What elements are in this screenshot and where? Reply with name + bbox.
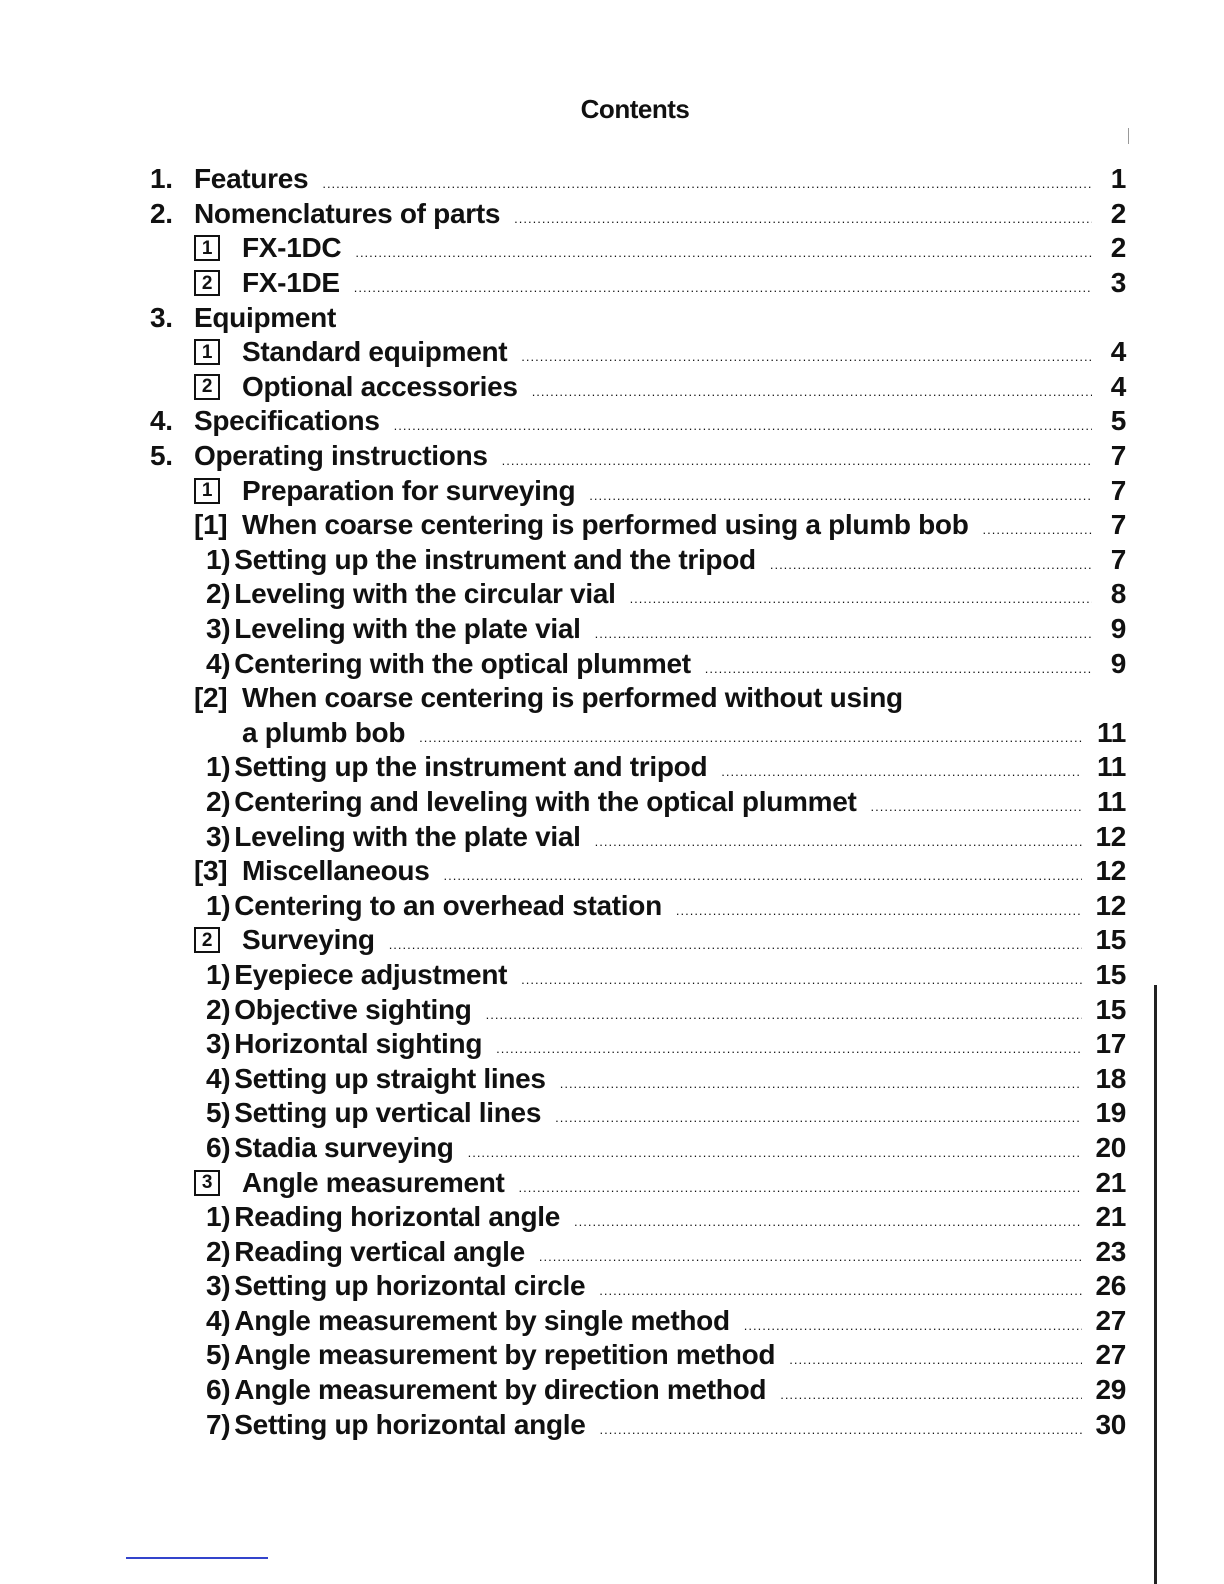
entry-label: Equipment [194, 301, 336, 333]
entry-label: Angle measurement by direction method [234, 1374, 767, 1406]
entry-page: 1 [1110, 163, 1126, 195]
toc-entry [150, 473, 1126, 508]
dot-leader [574, 1203, 1082, 1231]
toc-entry [150, 266, 1126, 301]
table-of-contents [150, 162, 1126, 1442]
toc-entry [150, 543, 1126, 578]
entry-number: 5) [206, 1339, 231, 1371]
page-title: Contents [580, 94, 690, 124]
entry-page: 15 [1095, 993, 1126, 1025]
entry-page: 7 [1110, 509, 1126, 541]
toc-entry [150, 750, 1126, 785]
entry-number: 2) [206, 993, 231, 1025]
entry-number: [2] [194, 682, 228, 714]
entry-label: Setting up horizontal circle [234, 1270, 586, 1302]
entry-label: When coarse centering is performed using a plumb bob [242, 509, 969, 541]
scan-mark [1128, 128, 1129, 144]
entry-label: Leveling with the plate vial [234, 820, 581, 852]
entry-page: 5 [1110, 405, 1126, 437]
entry-number: 3) [206, 1270, 231, 1302]
toc-entry [150, 612, 1126, 647]
boxed-number: 2 [194, 270, 220, 296]
entry-number: 3. [150, 301, 173, 333]
entry-number: 1) [206, 889, 231, 921]
entry-label: Eyepiece adjustment [234, 958, 508, 990]
entry-page: 4 [1110, 336, 1126, 368]
toc-entry [150, 508, 1126, 543]
dot-leader [676, 892, 1082, 920]
page-edge-line [1154, 985, 1157, 1584]
dot-leader [983, 511, 1092, 539]
entry-page: 9 [1110, 613, 1126, 645]
boxed-number: 1 [194, 339, 220, 365]
entry-page: 7 [1110, 543, 1126, 575]
entry-page: 2 [1110, 197, 1126, 229]
entry-page: 20 [1095, 1131, 1126, 1163]
toc-entry [150, 404, 1126, 439]
toc-entry [150, 1096, 1126, 1131]
entry-label: FX-1DC [242, 232, 342, 264]
entry-label: Standard equipment [242, 336, 508, 368]
entry-page: 27 [1095, 1304, 1126, 1336]
toc-entry [150, 197, 1126, 232]
toc-entry [150, 1304, 1126, 1339]
toc-entry [150, 785, 1126, 820]
entry-label: Specifications [194, 405, 380, 437]
dot-leader [871, 788, 1083, 816]
entry-label: When coarse centering is performed without using [242, 682, 903, 714]
entry-label: a plumb bob [242, 716, 406, 748]
toc-entry [150, 162, 1126, 197]
entry-number: 3) [206, 1028, 231, 1060]
entry-number: [1] [194, 509, 228, 541]
entry-label: Angle measurement by repetition method [234, 1339, 776, 1371]
entry-label: Reading horizontal angle [234, 1201, 561, 1233]
dot-leader [496, 1030, 1082, 1058]
entry-number: 2. [150, 197, 173, 229]
entry-label: Leveling with the circular vial [234, 578, 616, 610]
dot-leader [486, 996, 1082, 1024]
boxed-number: 2 [194, 374, 220, 400]
dot-leader [721, 753, 1082, 781]
entry-number: 6) [206, 1374, 231, 1406]
dot-leader [389, 926, 1082, 954]
entry-number: 4) [206, 647, 231, 679]
entry-page: 21 [1095, 1166, 1126, 1198]
entry-page: 7 [1110, 474, 1126, 506]
toc-entry [150, 958, 1126, 993]
entry-page: 7 [1110, 440, 1126, 472]
entry-page: 18 [1095, 1062, 1126, 1094]
toc-entry [150, 335, 1126, 370]
boxed-number: 2 [194, 927, 220, 953]
dot-leader [539, 1238, 1082, 1266]
entry-label: Centering with the optical plummet [234, 647, 691, 679]
toc-entry [150, 1407, 1126, 1442]
entry-label: Centering and leveling with the optical plummet [234, 785, 857, 817]
dot-leader [589, 477, 1092, 505]
entry-page: 15 [1095, 924, 1126, 956]
entry-number: 1) [206, 543, 231, 575]
dot-leader [600, 1411, 1082, 1439]
dot-leader [744, 1307, 1082, 1335]
entry-page: 12 [1095, 820, 1126, 852]
toc-entry [150, 646, 1126, 681]
toc-entry [150, 923, 1126, 958]
entry-number: 6) [206, 1131, 231, 1163]
entry-page: 4 [1110, 370, 1126, 402]
entry-number: 1) [206, 751, 231, 783]
entry-page: 15 [1095, 958, 1126, 990]
entry-number: 4) [206, 1062, 231, 1094]
entry-page: 26 [1095, 1270, 1126, 1302]
dot-leader [595, 615, 1092, 643]
dot-leader [599, 1272, 1082, 1300]
entry-number: 1. [150, 163, 173, 195]
entry-number: 5. [150, 440, 173, 472]
toc-entry [150, 577, 1126, 612]
entry-label: Horizontal sighting [234, 1028, 483, 1060]
entry-page: 12 [1095, 855, 1126, 887]
entry-label: Angle measurement [242, 1166, 505, 1198]
toc-entry [150, 681, 1126, 716]
entry-page: 19 [1095, 1097, 1126, 1129]
toc-entry [150, 231, 1126, 266]
entry-label: FX-1DE [242, 267, 340, 299]
footer-rule [126, 1557, 268, 1559]
entry-label: Leveling with the plate vial [234, 613, 581, 645]
toc-entry [150, 819, 1126, 854]
entry-label: Preparation for surveying [242, 474, 576, 506]
entry-label: Setting up the instrument and tripod [234, 751, 708, 783]
dot-leader [770, 546, 1092, 574]
entry-label: Surveying [242, 924, 375, 956]
toc-entry [150, 992, 1126, 1027]
entry-label: Miscellaneous [242, 855, 430, 887]
dot-leader [322, 165, 1092, 193]
dot-leader [521, 961, 1082, 989]
entry-label: Setting up vertical lines [234, 1097, 542, 1129]
entry-number: 1) [206, 958, 231, 990]
dot-leader [780, 1376, 1082, 1404]
entry-number: 2) [206, 785, 231, 817]
entry-label: Objective sighting [234, 993, 472, 1025]
entry-label: Nomenclatures of parts [194, 197, 501, 229]
entry-label: Setting up horizontal angle [234, 1408, 586, 1440]
dot-leader [630, 580, 1092, 608]
boxed-number: 3 [194, 1170, 220, 1196]
entry-page: 11 [1097, 785, 1126, 817]
dot-leader [502, 442, 1092, 470]
entry-label: Angle measurement by single method [234, 1304, 730, 1336]
entry-number: 4) [206, 1304, 231, 1336]
toc-entry [150, 1027, 1126, 1062]
dot-leader [519, 1169, 1082, 1197]
entry-page: 9 [1110, 647, 1126, 679]
toc-entry [150, 1338, 1126, 1373]
toc-entry [150, 1373, 1126, 1408]
entry-number: 3) [206, 613, 231, 645]
toc-entry [150, 1061, 1126, 1096]
dot-leader [444, 857, 1082, 885]
entry-page: 23 [1095, 1235, 1126, 1267]
entry-page: 3 [1110, 267, 1126, 299]
dot-leader [514, 200, 1092, 228]
entry-number: [3] [194, 855, 228, 887]
entry-page: 11 [1097, 751, 1126, 783]
boxed-number: 1 [194, 478, 220, 504]
entry-number: 4. [150, 405, 173, 437]
dot-leader [355, 234, 1092, 262]
entry-page: 2 [1110, 232, 1126, 264]
entry-number: 7) [206, 1408, 231, 1440]
toc-entry [150, 1234, 1126, 1269]
dot-leader [532, 373, 1092, 401]
dot-leader [394, 407, 1092, 435]
entry-label: Stadia surveying [234, 1131, 454, 1163]
entry-page: 30 [1095, 1408, 1126, 1440]
entry-page: 21 [1095, 1201, 1126, 1233]
toc-entry [150, 370, 1126, 405]
dot-leader [419, 719, 1082, 747]
entry-label: Operating instructions [194, 440, 488, 472]
entry-page: 12 [1095, 889, 1126, 921]
entry-page: 11 [1097, 716, 1126, 748]
toc-entry [150, 1269, 1126, 1304]
dot-leader [521, 338, 1092, 366]
dot-leader [468, 1134, 1082, 1162]
entry-label: Setting up straight lines [234, 1062, 546, 1094]
entry-number: 3) [206, 820, 231, 852]
entry-number: 1) [206, 1201, 231, 1233]
toc-entry-continuation [150, 716, 1126, 751]
entry-page: 17 [1095, 1028, 1126, 1060]
boxed-number: 1 [194, 235, 220, 261]
toc-entry [150, 1200, 1126, 1235]
entry-number: 2) [206, 1235, 231, 1267]
entry-label: Setting up the instrument and the tripod [234, 543, 756, 575]
entry-page: 29 [1095, 1374, 1126, 1406]
dot-leader [595, 823, 1082, 851]
entry-page: 27 [1095, 1339, 1126, 1371]
toc-entry [150, 300, 1126, 335]
dot-leader [555, 1099, 1082, 1127]
toc-entry [150, 439, 1126, 474]
dot-leader [705, 650, 1092, 678]
toc-entry [150, 888, 1126, 923]
dot-leader [560, 1065, 1082, 1093]
entry-number: 2) [206, 578, 231, 610]
toc-entry [150, 1131, 1126, 1166]
toc-entry [150, 854, 1126, 889]
dot-leader [789, 1341, 1082, 1369]
entry-label: Reading vertical angle [234, 1235, 525, 1267]
entry-label: Optional accessories [242, 370, 518, 402]
entry-label: Features [194, 163, 309, 195]
entry-page: 8 [1110, 578, 1126, 610]
entry-number: 5) [206, 1097, 231, 1129]
dot-leader [354, 269, 1092, 297]
entry-label: Centering to an overhead station [234, 889, 662, 921]
toc-entry [150, 1165, 1126, 1200]
